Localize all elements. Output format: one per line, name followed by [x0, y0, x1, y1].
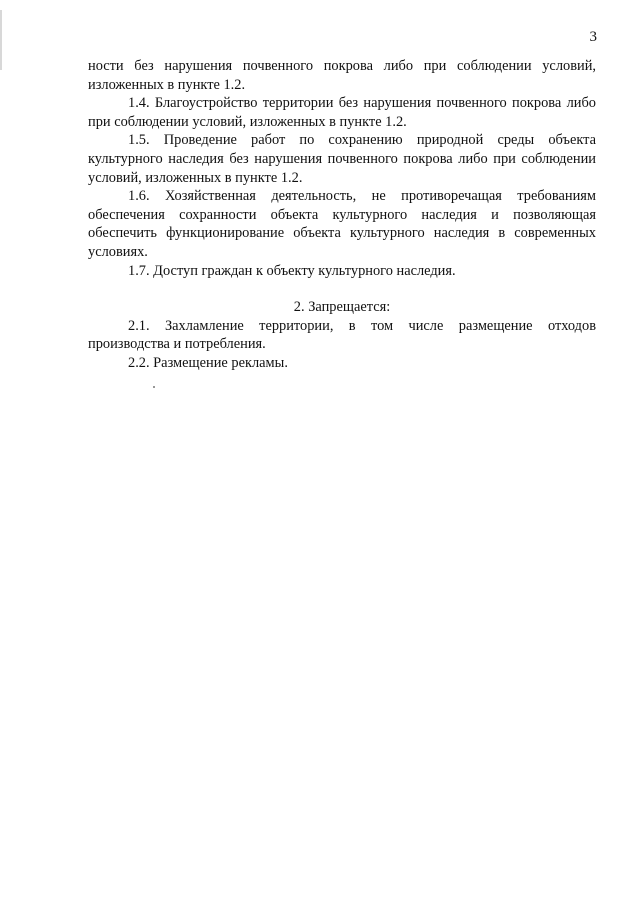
paragraph-2-2: 2.2. Размещение рекламы. — [128, 354, 288, 371]
page-number: 3 — [589, 29, 597, 45]
paragraph-1-5: 1.5. Проведение работ по сохранению природной среды объекта культурного наследия без нарушения почвенного покрова либо при соблюдении условий, изложенных в пункте 1.2. — [88, 132, 596, 186]
section-2-heading: 2. Запрещается: — [293, 299, 391, 316]
document-body — [88, 57, 596, 373]
paragraph-1-4: 1.4. Благоустройство территории без нарушения почвенного покрова либо при соблюдении условий, изложенных в пункте 1.2. — [88, 95, 596, 130]
paragraph-continuation: ности без нарушения почвенного покрова либо при соблюдении условий, изложенных в пункте 1.2. — [88, 58, 596, 93]
paragraph-1-7: 1.7. Доступ граждан к объекту культурного наследия. — [128, 262, 456, 279]
scan-edge-mark — [0, 10, 2, 70]
paragraph-1-6: 1.6. Хозяйственная деятельность, не противоречащая требованиям обеспечения сохранности объекта культурного наследия и позволяющая обеспечить функционирование объекта культурного наследия в современных условиях. — [88, 188, 596, 260]
scan-dot — [153, 386, 155, 388]
paragraph-2-1: 2.1. Захламление территории, в том числе размещение отходов производства и потребления. — [88, 317, 596, 353]
